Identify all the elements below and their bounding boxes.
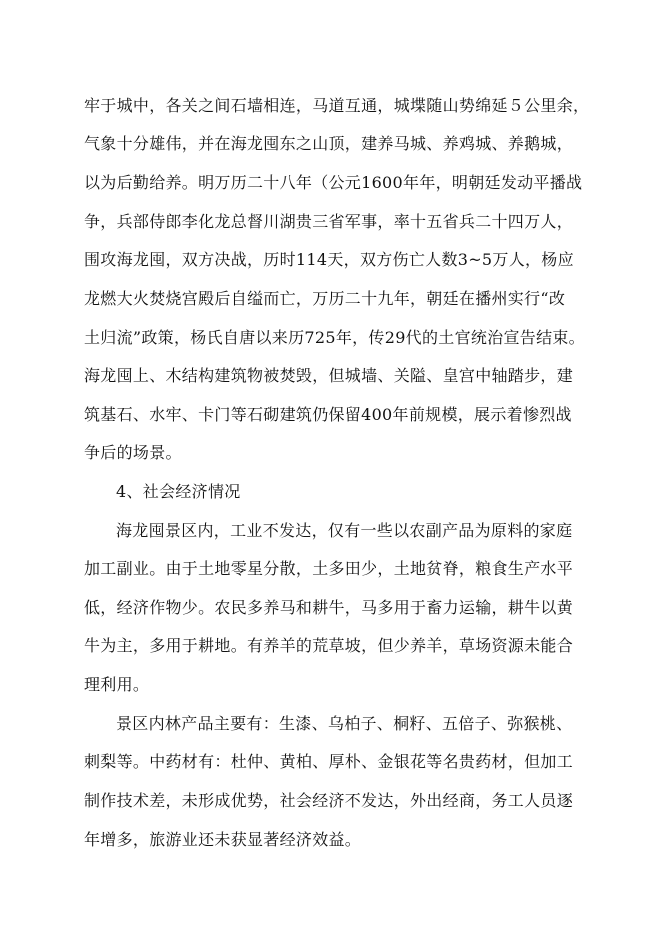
body-text-line: 低，经济作物少。农民多养马和耕牛，马多用于畜力运输，耕牛以黄	[84, 598, 574, 617]
body-text-line: 土归流”政策，杨氏自唐以来历725年，传29代的土官统治宣告结束。	[84, 328, 585, 347]
body-text-line: 理利用。	[84, 675, 150, 694]
body-text-line: 筑基石、水牢、卡门等石砌建筑仍保留400年前规模，展示着惨烈战	[84, 405, 572, 424]
body-text-line: 景区内林产品主要有：生漆、乌柏子、桐籽、五倍子、弥猴桃、	[116, 714, 573, 733]
body-text-line: 海龙囤上、木结构建筑物被焚毁，但城墙、关隘、皇宫中轴踏步，建	[84, 366, 574, 385]
body-text-line: 牛为主，多用于耕地。有养羊的荒草坡，但少养羊，草场资源未能合	[84, 636, 574, 655]
body-text-line: 气象十分雄伟，并在海龙囤东之山顶，建养马城、养鸡城、养鹅城，	[84, 134, 574, 153]
body-text-line: 加工副业。由于土地零星分散，土多田少，土地贫脊，粮食生产水平	[84, 559, 574, 578]
body-text-line: 围攻海龙囤，双方决战，历时114天，双方伤亡人数3~5万人，杨应	[84, 250, 574, 269]
body-text-line: 以为后勤给养。明万历二十八年（公元1600年年，明朝廷发动平播战	[84, 173, 583, 192]
body-text-line: 龙燃大火焚烧宫殿后自缢而亡，万历二十九年，朝廷在播州实行“改	[84, 289, 566, 308]
body-text-line: 牢于城中，各关之间石墙相连，马道互通，城堞随山势绵延５公里余，	[84, 96, 590, 115]
body-text-line: 海龙囤景区内，工业不发达，仅有一些以农副产品为原料的家庭	[116, 521, 573, 540]
body-text-line: 争，兵部侍郎李化龙总督川湖贵三省军事，率十五省兵二十四万人，	[84, 212, 574, 231]
body-text-line: 刺梨等。中药材有：杜仲、黄柏、厚朴、金银花等名贵药材，但加工	[84, 752, 574, 771]
body-text-line: 年增多，旅游业还未获显著经济效益。	[84, 830, 362, 849]
section-heading: 4、社会经济情况	[116, 482, 241, 501]
body-text-line: 制作技术差，未形成优势，社会经济不发达，外出经商，务工人员逐	[84, 791, 574, 810]
body-text-line: 争后的场景。	[84, 443, 182, 462]
